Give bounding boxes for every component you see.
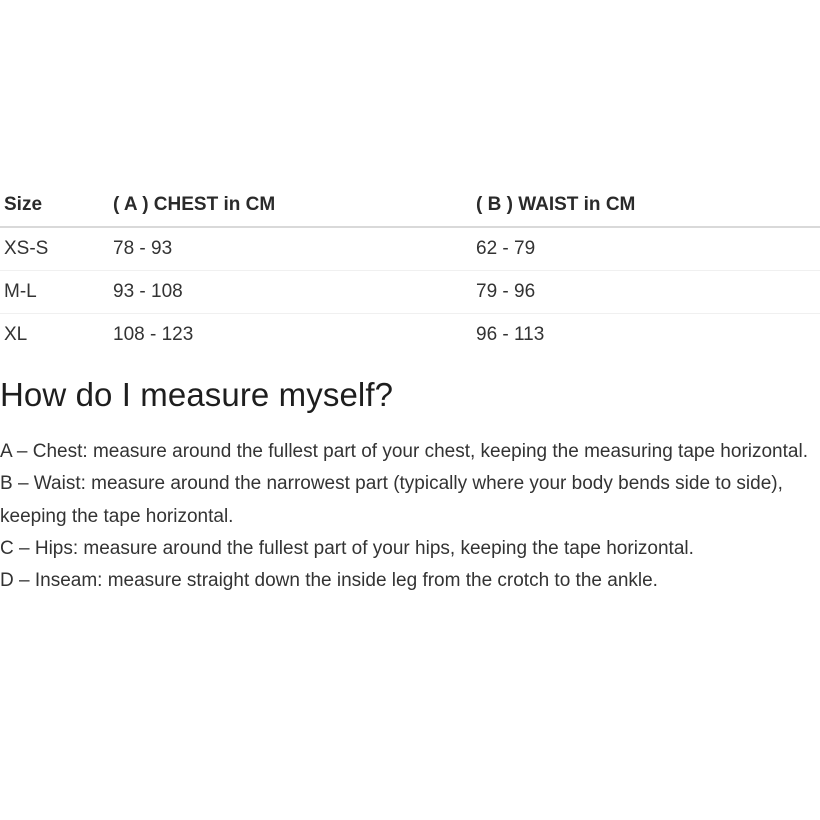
header-row — [0, 184, 820, 227]
header-size: Size — [0, 184, 113, 227]
instruction-waist: B – Waist: measure around the narrowest part (typically where your body bends side to side), keeping the tape horizontal. — [0, 473, 783, 527]
header-waist: ( B ) WAIST in CM — [476, 184, 820, 227]
chest-cell: 108 - 123 — [113, 324, 194, 345]
instruction-hips: C – Hips: measure around the fullest part of your hips, keeping the tape horizontal. — [0, 537, 694, 559]
header-chest: ( A ) CHEST in CM — [113, 184, 476, 227]
table-row — [0, 314, 820, 357]
size-cell: XS-S — [0, 227, 113, 271]
size-chart-body — [0, 227, 820, 356]
size-cell: XL — [4, 324, 28, 345]
instruction-inseam: D – Inseam: measure straight down the inside leg from the crotch to the ankle. — [0, 570, 658, 592]
chest-cell: 93 - 108 — [113, 271, 476, 314]
waist-cell: 96 - 113 — [476, 324, 545, 345]
measure-heading: How do I measure myself? — [0, 376, 394, 413]
size-chart-header — [0, 184, 820, 227]
waist-cell: 62 - 79 — [476, 227, 820, 271]
table-row — [0, 271, 820, 314]
size-chart-table — [0, 184, 820, 356]
table-row — [0, 227, 820, 271]
measurement-instructions — [0, 436, 815, 597]
chest-cell: 78 - 93 — [113, 227, 476, 271]
size-cell: M-L — [0, 271, 113, 314]
instruction-chest: A – Chest: measure around the fullest part of your chest, keeping the measuring tape horizontal. — [0, 441, 808, 462]
waist-cell: 79 - 96 — [476, 271, 820, 314]
